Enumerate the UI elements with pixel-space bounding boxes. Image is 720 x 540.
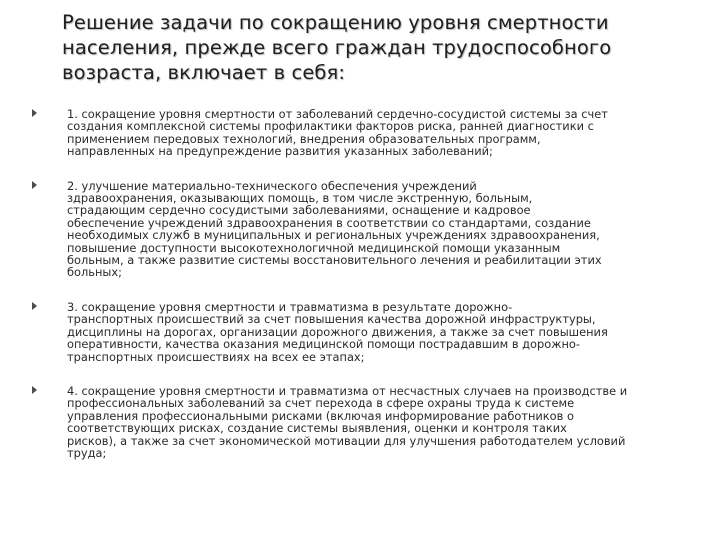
- list-item-line: соответствующих рисках, создание системы выявления, оценки и контроля таких: [67, 421, 567, 436]
- list-item-line: необходимых служб в муниципальных и региональных учреждениях здравоохранения,: [67, 228, 600, 243]
- list-item-line: создания комплексной системы профилактики факторов риска, ранней диагностики с: [67, 119, 594, 134]
- list-item-line: обеспечение учреждений здравоохранения в соответствии со стандартами, создание: [67, 215, 591, 230]
- list-item: [32, 108, 672, 158]
- list-item-line: больных;: [67, 265, 123, 280]
- list-item-line: 1. сокращение уровня смертности от заболеваний сердечно-сосудистой системы за счет: [67, 107, 608, 121]
- triangle-bullet-icon: [32, 302, 37, 310]
- triangle-bullet-icon: [32, 181, 37, 189]
- triangle-bullet-icon: [32, 386, 37, 394]
- list-item: [32, 385, 672, 459]
- list-item-line: здравоохранения, оказывающих помощь, в том числе экстренную, больным,: [67, 191, 533, 206]
- slide-title-line: Решение задачи по сокращению уровня смертности: [62, 11, 609, 34]
- triangle-bullet-icon: [32, 109, 37, 117]
- list-item-line: 3. сокращение уровня смертности и травматизма в результате дорожно-: [67, 299, 513, 314]
- list-item-line: повышение доступности высокотехнологичной медицинской помощи указанным: [67, 240, 561, 255]
- list-item-line: управления профессиональными рисками (включая информирование работников о: [67, 408, 574, 423]
- list-item-line: труда;: [67, 445, 107, 460]
- list-item-line: применением передовых технологий, внедрения образовательных программ,: [67, 131, 541, 146]
- slide-title-line: населения, прежде всего граждан трудоспособного: [62, 36, 612, 59]
- list-item-line: направленных на предупреждение развития указанных заболеваний;: [67, 144, 493, 159]
- bullet-list: [32, 108, 672, 459]
- list-item-line: больным, а также развитие системы восстановительного лечения и реабилитации этих: [67, 253, 602, 268]
- list-item-line: страдающим сердечно сосудистыми заболеваниями, оснащение и кадровое: [67, 203, 531, 218]
- list-item-line: оперативности, качества оказания медицинской помощи пострадавшим в дорожно-: [67, 337, 580, 352]
- list-item-line: транспортных происшествиях на всех ее этапах;: [67, 349, 365, 364]
- list-item-line: 4. сокращение уровня смертности и травматизма от несчастных случаев на производстве и: [67, 383, 628, 398]
- list-item-line: транспортных происшествий за счет повышения качества дорожной инфраструктуры,: [67, 312, 596, 327]
- slide-title: [62, 10, 682, 85]
- list-item: [32, 301, 672, 363]
- slide-title-line: возраста, включает в себя:: [62, 61, 346, 84]
- list-item-line: 2. улучшение материально-технического обеспечения учреждений: [67, 178, 477, 193]
- list-item: [32, 180, 672, 279]
- list-item-line: профессиональных заболеваний за счет перехода в сфере охраны труда к системе: [67, 396, 575, 411]
- list-item-line: рисков), а также за счет экономической мотивации для улучшения работодателем условий: [67, 433, 626, 448]
- list-item-line: дисциплины на дорогах, организации дорожного движения, а также за счет повышения: [67, 324, 608, 339]
